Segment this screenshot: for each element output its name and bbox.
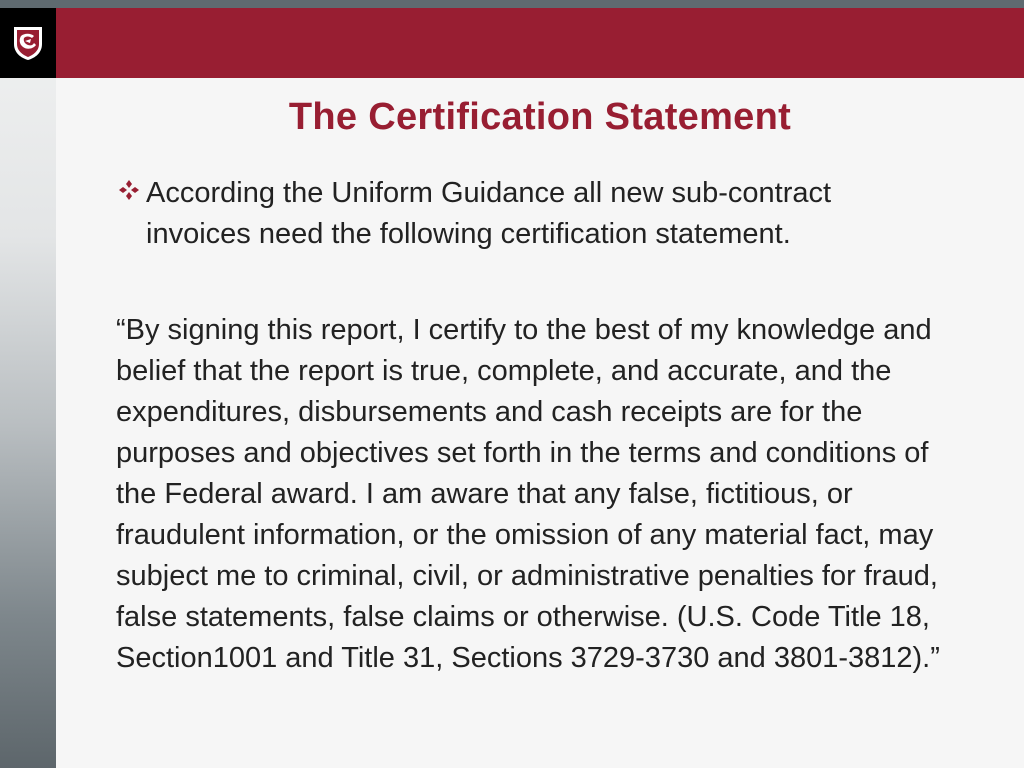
- slide-content: [56, 78, 1024, 768]
- logo: [0, 8, 56, 78]
- bullet-text: According the Uniform Guidance all new sub-contract invoices need the following certification statement.: [146, 177, 832, 250]
- certification-quote: “By signing this report, I certify to the best of my knowledge and belief that the report is true, complete, and accurate, and the expenditures, disbursements and cash receipts are for the purposes and objectives set forth in the terms and conditions of the Federal award. I am aware that any false, fictitious, or fraudulent information, or the omission of any material fact, may subject me to criminal, civil, or administrative penalties for fraud, false statements, false claims or otherwise. (U.S. Code Title 18, Section1001 and Title 31, Sections 3729-3730 and 3801-3812).”: [116, 314, 940, 674]
- bullet-item: [118, 173, 958, 255]
- four-diamond-bullet-icon: [118, 179, 146, 206]
- top-strip: [0, 0, 1024, 8]
- header-band: [56, 8, 1024, 78]
- left-gradient-bar: [0, 8, 56, 768]
- wsu-cougar-shield-icon: [11, 24, 45, 62]
- slide-title: The Certification Statement: [288, 96, 792, 138]
